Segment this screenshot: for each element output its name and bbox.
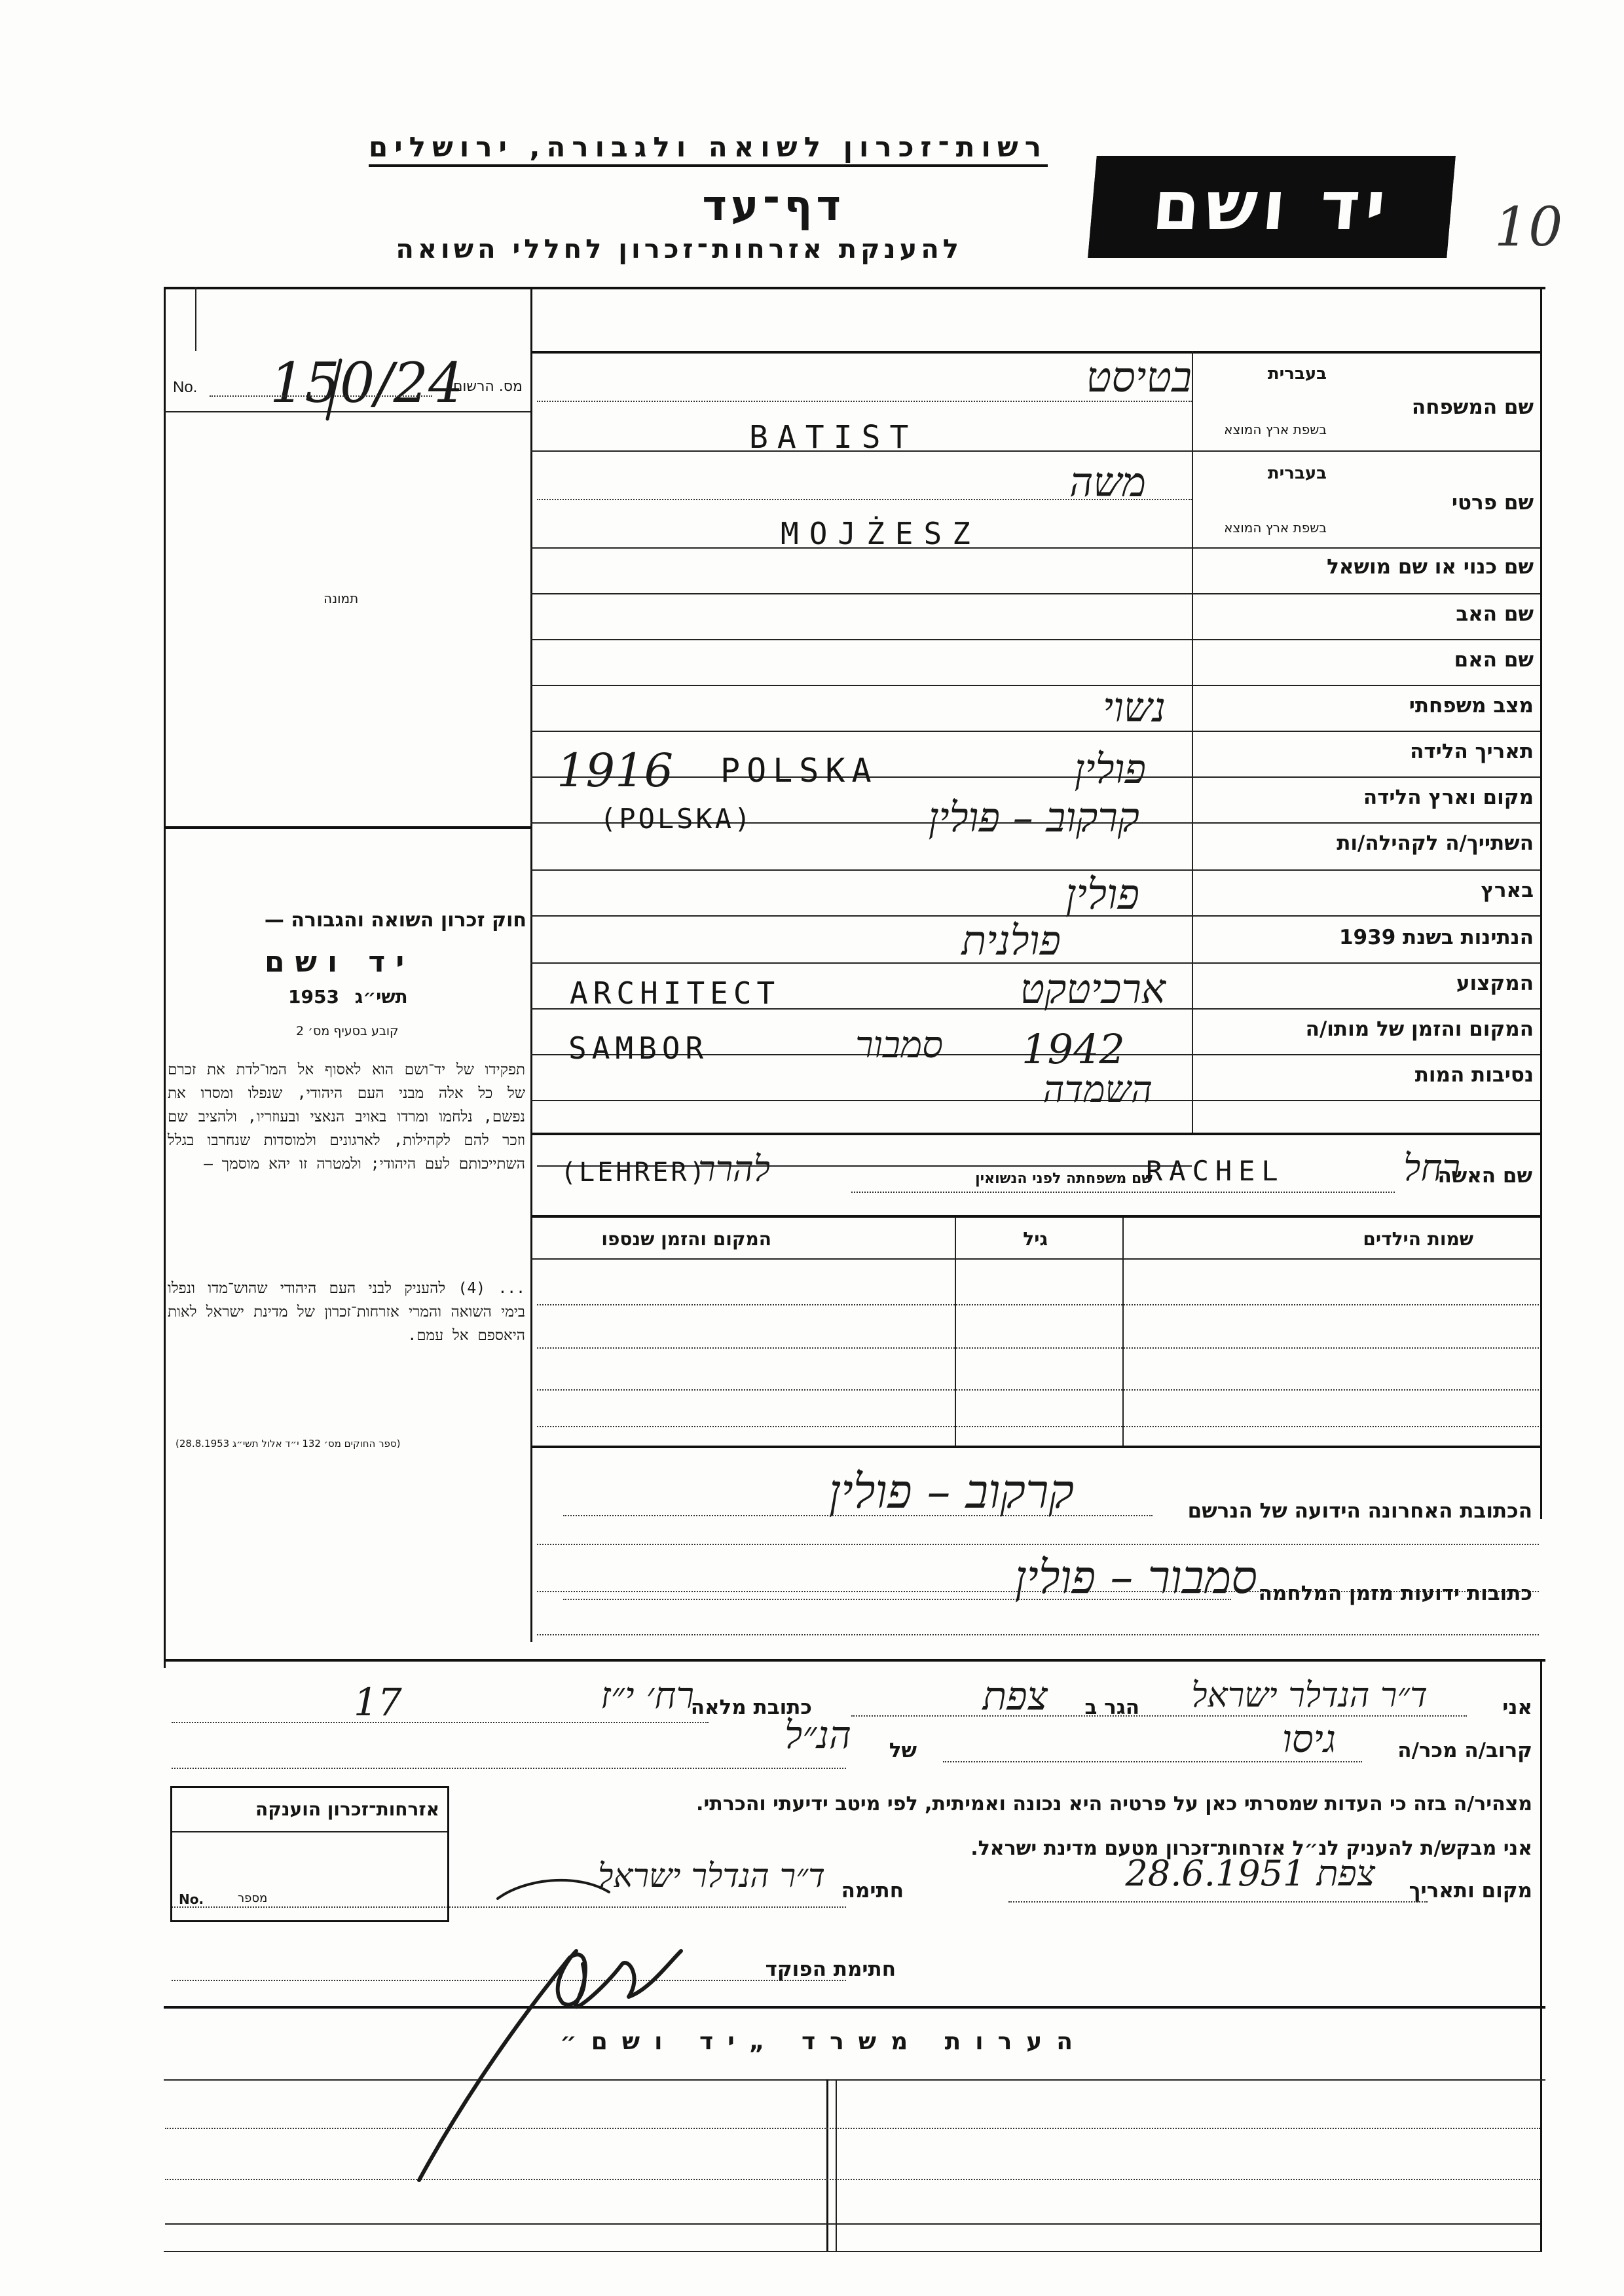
maiden-name-latin-value[interactable]: (LEHRER) [561, 1157, 708, 1188]
first-name-native-value[interactable]: MOJŻESZ [781, 516, 981, 551]
country-label: בארץ [1481, 879, 1534, 902]
first-name-sub-hebrew: בעברית [1267, 464, 1327, 483]
witness-name-value[interactable]: ד״ר הנדלר ישראל [1191, 1676, 1428, 1715]
citizenship-number-label-en: No. [179, 1891, 204, 1907]
wife-label: שם האשה [1437, 1164, 1532, 1188]
resides-value[interactable]: צפת [982, 1673, 1048, 1719]
full-address-value[interactable]: רח׳ י״ז [600, 1675, 694, 1717]
family-name-sub-hebrew: בעברית [1267, 364, 1327, 384]
law-section: קובע בסעיף מס׳ 2 [296, 1024, 399, 1038]
logo-text: יד ושם [1149, 166, 1394, 246]
birth-year-value[interactable]: 1916 [557, 744, 674, 797]
birth-place-label: מקום וארץ הלידה [1363, 786, 1534, 809]
of-value[interactable]: הנ״ל [784, 1713, 851, 1757]
marital-status-label: מצב משפחתי [1409, 694, 1534, 718]
citizenship-1939-label: הנתינות בשנת 1939 [1338, 926, 1534, 949]
profession-he-value[interactable]: ארכיטקט [1020, 965, 1166, 1013]
citizenship-box-title: אזרחות־זכרון הוענקה [255, 1798, 439, 1820]
marital-status-value[interactable]: נשוי [1102, 683, 1166, 731]
maiden-name-label: שם משפחתה לפני הנשואין [975, 1171, 1153, 1187]
witness-signature[interactable]: ד״ר הנדלר ישראל [598, 1857, 825, 1895]
declaration-text: מצהיר/ה בזה כי העדות שמסרתי כאן על פרטיה היא נכונה ואמיתית, לפי מיטב ידיעתי והכרתי. [696, 1793, 1532, 1815]
office-notes-title: הערות משרד „יד ושם״ [560, 2028, 1087, 2055]
children-age-header: גיל [1023, 1228, 1048, 1250]
father-label: שם האב [1456, 602, 1534, 626]
first-name-label: שם פרטי [1451, 491, 1534, 515]
children-names-header: שמות הילדים [1363, 1228, 1473, 1250]
nickname-label: שם כנוי או שם מושאל [1327, 555, 1534, 579]
death-place-he-value[interactable]: סמבור [855, 1024, 943, 1066]
community-label: השתייך/ה לקהילה/ות [1337, 831, 1534, 855]
first-name-sub-native: בשפת ארץ המוצא [1224, 520, 1327, 536]
birth-country-latin-value[interactable]: POLSKA [720, 752, 878, 790]
law-paragraph-1: תפקידו של יד־ושם הוא לאסוף אל המו־לדת את זכרם של כל אלה מבני העם היהודי, שנפלו ומסרו את נפשם, נלחמו ומרדו באויב הנאצי ובעוזריו, ולהציב שם וזכר להם לקהילות, לארגונים ולמוסדות שנחרבו בגלל השתייכותם לעם היהודי; ולמטרה זו יהא מוסמך — [168, 1061, 525, 1173]
profession-latin-value[interactable]: ARCHITECT [570, 975, 781, 1011]
corner-number: 10 [1494, 196, 1563, 259]
family-name-label: שם המשפחה [1411, 395, 1534, 419]
wartime-address-value[interactable]: סמבור – פולין [1014, 1550, 1257, 1604]
law-title: חוק זכרון השואה והגבורה — [264, 909, 526, 932]
officer-signature-label: חתימת הפוקד [765, 1958, 896, 1981]
witness-signature-flourish [498, 1880, 609, 1899]
photo-label: תמונה [323, 591, 359, 606]
relative-label: קרוב/ה מכר/ה [1397, 1739, 1532, 1762]
full-address-label: כתובת מלאה [690, 1696, 812, 1719]
last-address-value[interactable]: קרקוב – פולין [828, 1464, 1074, 1519]
request-text: אני מבקש/ת להעניק לנ״ל אזרחות־זכרון מטעם מדינת ישראל. [970, 1837, 1532, 1860]
children-death-header: המקום והזמן שנספו [601, 1228, 771, 1250]
form-title: דף־עד [702, 182, 845, 230]
form-subtitle: להענקת אזרחות־זכרון לחללי השואה [396, 234, 963, 264]
place-date-value[interactable]: צפת 28.6.1951 [1125, 1853, 1375, 1894]
registration-label-en: No. [173, 378, 198, 396]
birth-place-he-value[interactable]: קרקוב – פולין [928, 793, 1139, 841]
citizenship-number-label-he: מספר [238, 1891, 268, 1905]
registration-label-he: מס. הרשום [452, 378, 523, 395]
family-name-native-value[interactable]: BATIST [749, 419, 918, 456]
death-circumstances-label: נסיבות המות [1414, 1063, 1534, 1087]
wife-name-he-value[interactable]: רחל [1403, 1147, 1460, 1190]
officer-signature-stroke-2 [558, 1951, 585, 2005]
last-address-label: הכתובת האחרונה הידועה של הנרשם [1187, 1499, 1532, 1523]
wife-name-latin-value[interactable]: RACHEL [1146, 1155, 1285, 1187]
witness-i-label: אני [1502, 1696, 1532, 1719]
officer-signature-stroke [419, 1951, 681, 2180]
law-name: יד ושם [265, 945, 415, 979]
death-place-latin-value[interactable]: SAMBOR [568, 1030, 709, 1066]
family-name-hebrew-value[interactable]: בטיסט [1086, 354, 1192, 402]
citizenship-value[interactable]: פולנית [961, 917, 1061, 964]
authority-heading: רשות־זכרון לשואה ולגבורה, ירושלים [369, 131, 1048, 167]
first-name-hebrew-value[interactable]: משה [1069, 458, 1146, 506]
country-value[interactable]: פולין [1065, 871, 1139, 919]
family-name-sub-native: בשפת ארץ המוצא [1224, 422, 1327, 437]
mother-label: שם האם [1454, 648, 1534, 672]
registration-value: 150/24 [270, 351, 464, 415]
birth-date-label: תאריך הלידה [1410, 740, 1534, 763]
birth-place-latin-value[interactable]: (POLSKA) [600, 803, 754, 835]
death-circumstances-value[interactable]: השמדה [1043, 1068, 1153, 1111]
resides-label: הגר ב [1084, 1696, 1139, 1719]
law-paragraph-2: ... (4) להעניק לבני העם היהודי שהוש־מדו ונפלו בימי השואה והמרי אזרחות־זכרון של מדינת ישראל לאות היאספם אל עמם. [168, 1280, 525, 1344]
death-year-value[interactable]: 1942 [1022, 1025, 1125, 1073]
law-year: 1953 [288, 986, 339, 1008]
law-year-he: תשי״ג [354, 986, 408, 1008]
birth-country-he-value[interactable]: פולין [1074, 745, 1146, 793]
profession-label: המקצוע [1456, 972, 1534, 995]
death-place-label: המקום והזמן של מותו/ה [1305, 1017, 1534, 1041]
full-address-number: 17 [354, 1680, 402, 1724]
signature-label: חתימה [841, 1879, 904, 1903]
place-date-label: מקום ותאריך [1409, 1879, 1532, 1903]
wartime-address-label: כתובות ידועות מזמן המלחמה [1258, 1582, 1532, 1605]
registration-slash [327, 360, 341, 419]
of-label: של [889, 1739, 917, 1762]
maiden-name-he-value[interactable]: להרר [698, 1148, 770, 1190]
relation-value[interactable]: גיסו [1282, 1717, 1336, 1761]
law-citation: (ספר החוקים מס׳ 132 י״ד אלול תשי״ג 28.8.1953) [175, 1438, 401, 1449]
